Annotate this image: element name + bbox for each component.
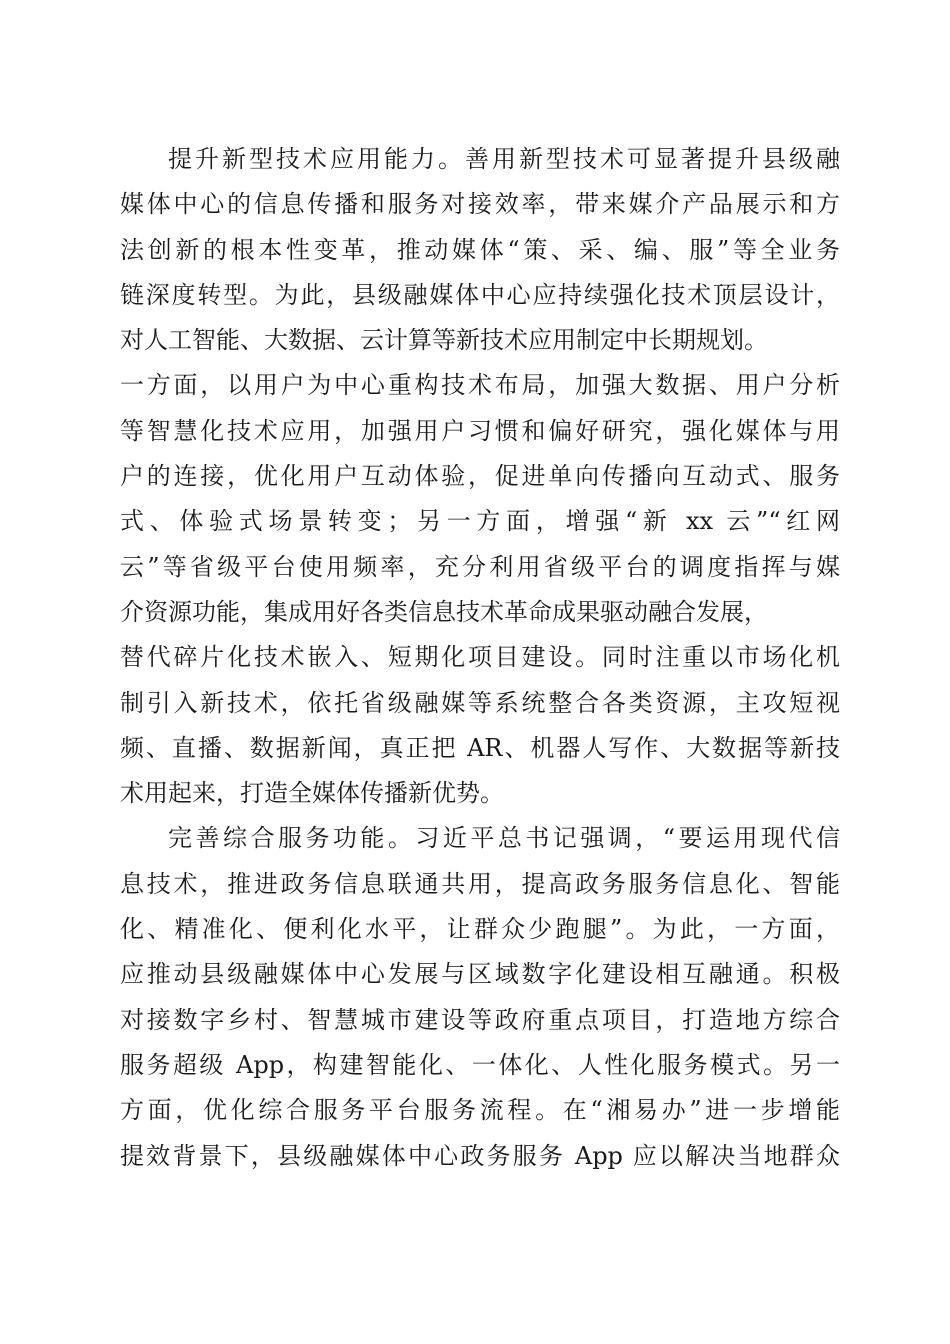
text-line: 对接数字乡村、智慧城市建设等政府重点项目，打造地方综合 <box>120 1005 840 1034</box>
document-body <box>120 137 840 1179</box>
text-line: 介资源功能，集成用好各类信息技术革命成果驱动融合发展， <box>120 597 768 626</box>
text-line: 等智慧化技术应用，加强用户习惯和偏好研究，强化媒体与用 <box>120 416 840 445</box>
text-line: 术用起来，打造全媒体传播新优势。 <box>120 779 504 808</box>
text-line: 提升新型技术应用能力。善用新型技术可显著提升县级融 <box>168 145 840 173</box>
text-line: 息技术，推进政务信息联通共用，提高政务服务信息化、智能 <box>120 869 840 898</box>
text-line: 对人工智能、大数据、云计算等新技术应用制定中长期规划。 <box>120 326 768 355</box>
text-line: 服务超级 App，构建智能化、一体化、人性化服务模式。另一 <box>120 1050 840 1079</box>
text-line: 式、体验式场景转变；另一方面，增强“新 xx 云”“红网 <box>120 507 840 536</box>
text-line: 云”等省级平台使用频率，充分利用省级平台的调度指挥与媒 <box>120 552 840 581</box>
text-line: 户的连接，优化用户互动体验，促进单向传播向互动式、服务 <box>120 462 840 491</box>
text-line: 方面，优化综合服务平台服务流程。在“湘易办”进一步增能 <box>120 1096 840 1125</box>
text-line: 法创新的根本性变革，推动媒体“策、采、编、服”等全业务 <box>120 235 840 264</box>
text-line: 化、精准化、便利化水平，让群众少跑腿”。为此，一方面， <box>120 915 840 944</box>
text-line: 完善综合服务功能。习近平总书记强调，“要运用现代信 <box>168 824 840 853</box>
text-line: 链深度转型。为此，县级融媒体中心应持续强化技术顶层设计， <box>120 280 840 309</box>
paragraph-technology <box>120 137 840 816</box>
text-line: 替代碎片化技术嵌入、短期化项目建设。同时注重以市场化机 <box>120 643 840 672</box>
text-line: 一方面，以用户为中心重构技术布局，加强大数据、用户分析 <box>120 371 840 400</box>
text-line: 媒体中心的信息传播和服务对接效率，带来媒介产品展示和方 <box>120 190 840 219</box>
paragraph-services <box>120 816 840 1178</box>
text-line: 频、直播、数据新闻，真正把 AR、机器人写作、大数据等新技 <box>120 733 840 762</box>
text-line: 提效背景下，县级融媒体中心政务服务 App 应以解决当地群众 <box>120 1141 840 1170</box>
text-line: 制引入新技术，依托省级融媒等系统整合各类资源，主攻短视 <box>120 688 840 717</box>
text-line: 应推动县级融媒体中心发展与区域数字化建设相互融通。积极 <box>120 960 840 989</box>
